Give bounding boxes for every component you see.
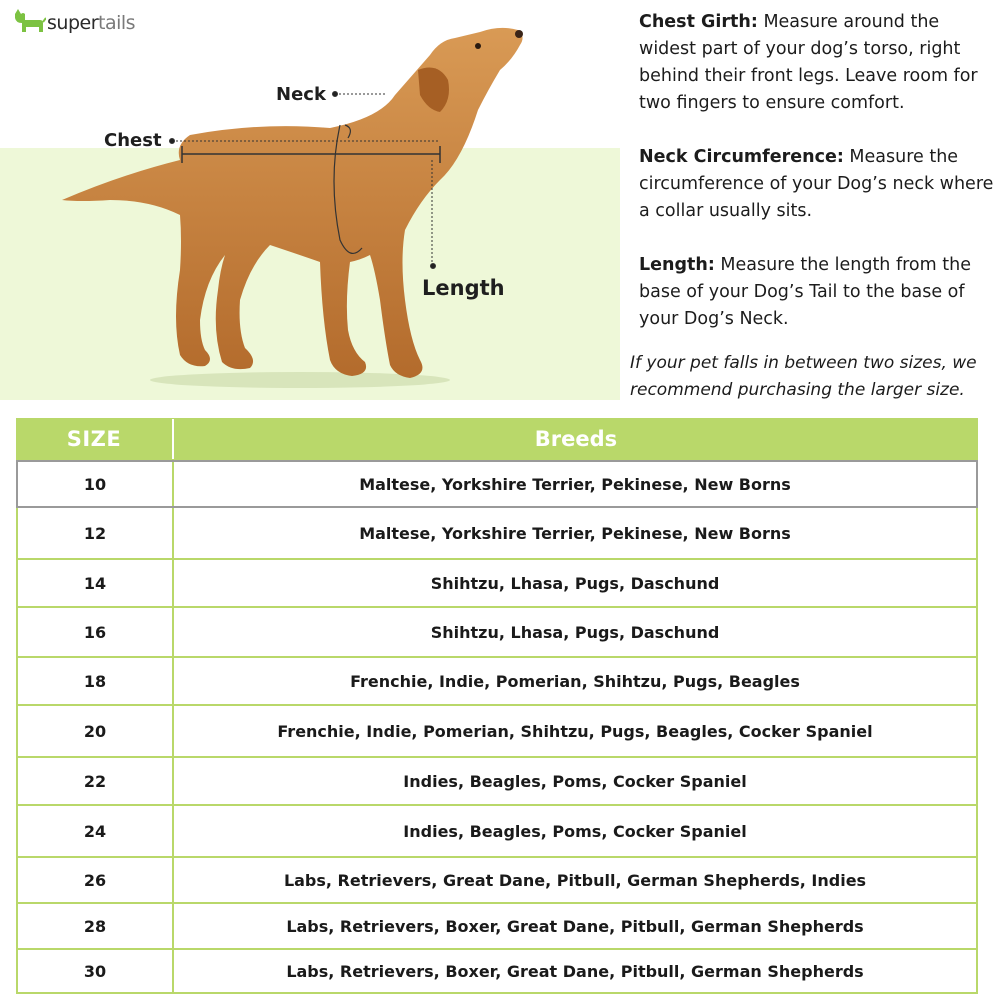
header-size: SIZE	[66, 427, 122, 451]
table-row	[16, 460, 978, 508]
brand-name-part1: super	[47, 12, 99, 34]
table-row	[16, 904, 978, 950]
length-instruction-title: Length:	[639, 255, 715, 275]
table-row	[16, 950, 978, 994]
size-cell: 26	[83, 870, 107, 890]
breeds-cell: Labs, Retrievers, Boxer, Great Dane, Pitbull, German Shepherds	[286, 916, 864, 936]
neck-instruction-title: Neck Circumference:	[639, 147, 844, 167]
size-cell: 16	[83, 622, 107, 642]
chest-instruction-text: Measure around the widest part of your dog’s torso, right behind their front legs. Leave room for two fingers to ensure comfort.	[639, 12, 978, 113]
size-cell: 30	[83, 961, 107, 981]
dog-measurement-illustration	[0, 0, 620, 400]
size-cell: 18	[83, 671, 107, 691]
measurement-instructions	[639, 9, 999, 360]
breeds-cell: Shihtzu, Lhasa, Pugs, Daschund	[430, 573, 720, 593]
neck-instruction-text: Measure the circumference of your Dog’s neck where a collar usually sits.	[639, 147, 994, 221]
breeds-cell: Maltese, Yorkshire Terrier, Pekinese, New Borns	[359, 474, 791, 494]
chest-instruction-title: Chest Girth:	[639, 12, 758, 32]
chest-label: Chest	[104, 130, 162, 151]
table-row	[16, 508, 978, 560]
brand-name-part2: tails	[98, 12, 136, 34]
table-row	[16, 608, 978, 658]
size-cell: 10	[83, 474, 107, 494]
breeds-cell: Frenchie, Indie, Pomerian, Shihtzu, Pugs, Beagles, Cocker Spaniel	[277, 721, 873, 741]
dog-body	[62, 28, 523, 378]
length-instruction	[639, 252, 999, 333]
size-note: If your pet falls in between two sizes, we recommend purchasing the larger size.	[630, 353, 977, 400]
length-instruction-text: Measure the length from the base of your Dog’s Tail to the base of your Dog’s Neck.	[639, 255, 971, 329]
table-row	[16, 806, 978, 858]
size-cell: 14	[83, 573, 107, 593]
breeds-cell: Indies, Beagles, Poms, Cocker Spaniel	[403, 821, 747, 841]
breeds-cell: Maltese, Yorkshire Terrier, Pekinese, New Borns	[359, 523, 791, 543]
header-breeds: Breeds	[534, 427, 618, 451]
size-cell: 20	[83, 721, 107, 741]
table-row	[16, 858, 978, 904]
size-cell: 28	[83, 916, 107, 936]
size-chart-table	[16, 418, 978, 996]
chest-instruction	[639, 9, 999, 117]
table-row	[16, 658, 978, 706]
table-row	[16, 706, 978, 758]
breeds-cell: Shihtzu, Lhasa, Pugs, Daschund	[430, 622, 720, 642]
neck-label: Neck	[276, 84, 326, 105]
table-row	[16, 758, 978, 806]
breeds-cell: Labs, Retrievers, Boxer, Great Dane, Pitbull, German Shepherds	[286, 961, 864, 981]
size-cell: 22	[83, 771, 107, 791]
breeds-cell: Labs, Retrievers, Great Dane, Pitbull, German Shepherds, Indies	[283, 870, 867, 890]
size-cell: 12	[83, 523, 107, 543]
table-row	[16, 560, 978, 608]
breeds-cell: Indies, Beagles, Poms, Cocker Spaniel	[403, 771, 747, 791]
length-label: Length	[422, 276, 505, 300]
breeds-cell: Frenchie, Indie, Pomerian, Shihtzu, Pugs, Beagles	[350, 671, 800, 691]
neck-instruction	[639, 144, 999, 225]
table-header	[16, 418, 978, 460]
size-cell: 24	[83, 821, 107, 841]
